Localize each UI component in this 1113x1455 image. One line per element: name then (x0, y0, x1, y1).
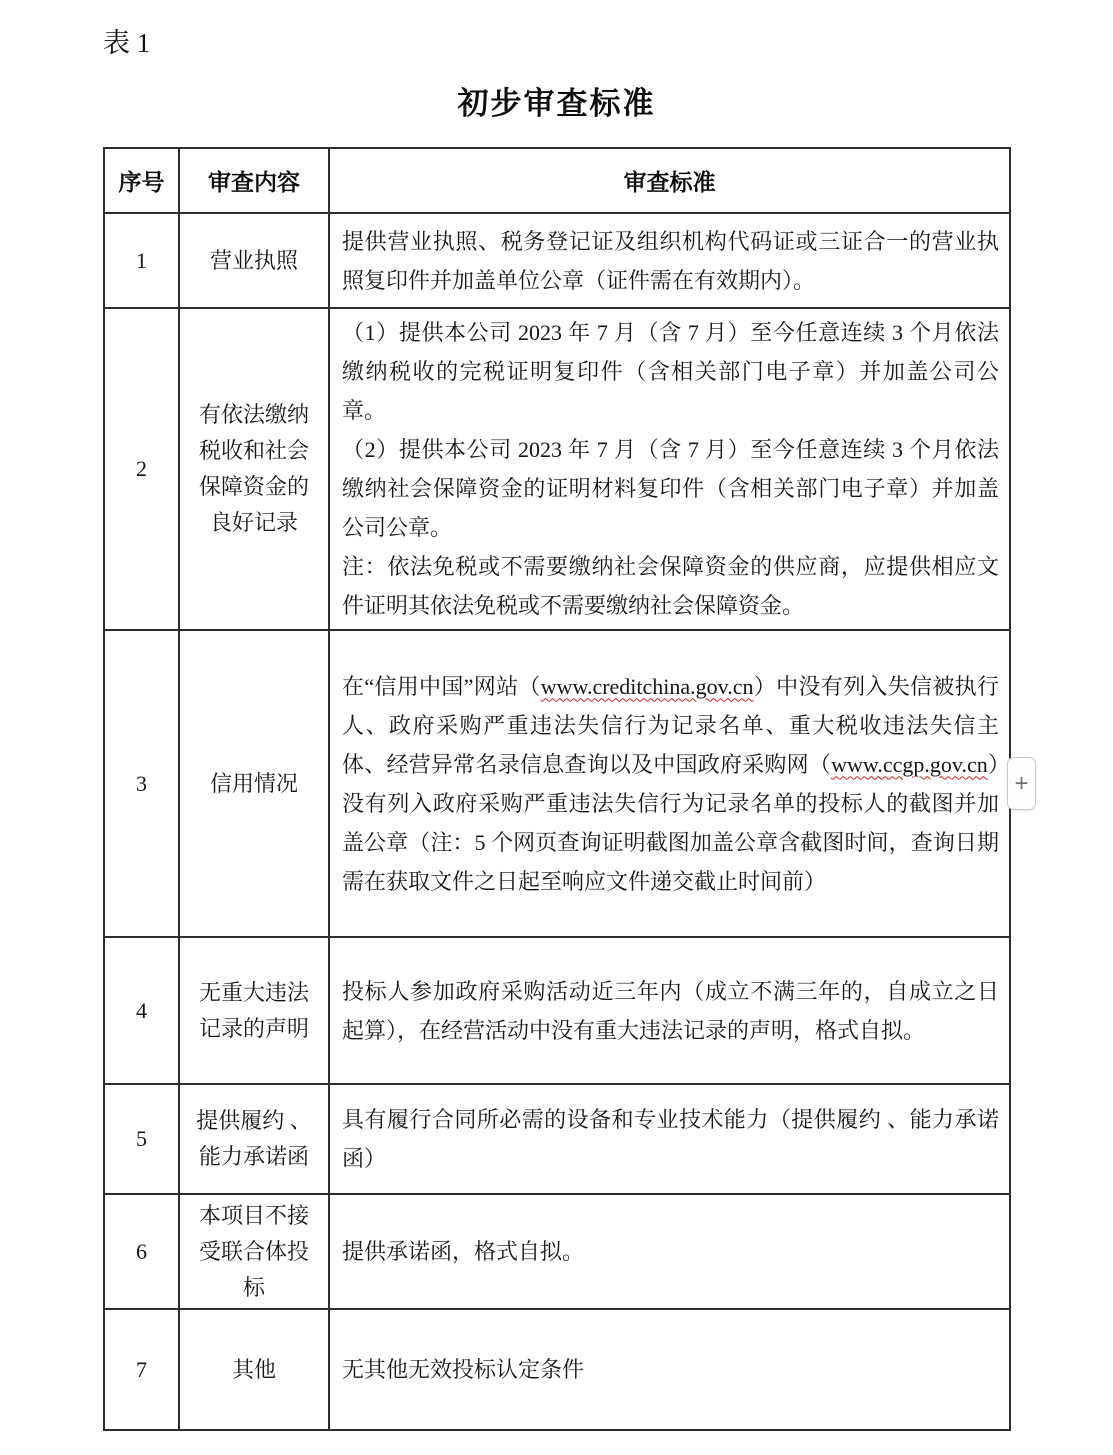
table-row (104, 308, 1010, 630)
standard-paragraph (342, 222, 999, 300)
standard-text: 投标人参加政府采购活动近三年内（成立不满三年的，自成立之日起算），在经营活动中没有重大违法记录的声明，格式自拟。 (342, 978, 999, 1043)
cell-serial-number: 5 (104, 1084, 179, 1194)
table-row (104, 1194, 1010, 1309)
standard-text: ）没有列入政府采购严重违法失信行为记录名单的投标人的截图并加盖公章（注：5 个网页查询证明截图加盖公章含截图时间，查询日期需在获取文件之日起至响应文件递交截止时间前） (342, 751, 999, 894)
cell-review-standard (329, 1309, 1010, 1430)
cell-review-content: 信用情况 (179, 630, 329, 937)
table-row (104, 1309, 1010, 1430)
standard-text: 在“信用中国”网站（ (342, 673, 541, 699)
standard-paragraph (342, 430, 999, 547)
standard-text: 注：依法免税或不需要缴纳社会保障资金的供应商，应提供相应文件证明其依法免税或不需要缴纳社会保障资金。 (342, 554, 999, 618)
page-title: 初步审查标准 (457, 86, 656, 121)
column-header-2: 审查标准 (329, 148, 1010, 213)
table-row (104, 937, 1010, 1084)
standard-text: 提供营业执照、税务登记证及组织机构代码证或三证合一的营业执照复印件并加盖单位公章（证件需在有效期内）。 (342, 228, 999, 293)
cell-serial-number: 6 (104, 1194, 179, 1309)
cell-review-standard (329, 1194, 1010, 1309)
standard-paragraph (342, 1232, 999, 1271)
cell-review-standard (329, 213, 1010, 308)
standard-text: ）中没有列入失信被执行人、政府采购严重违法失信行为记录名单、重大税收违法失信主体、经营异常名录信息查询以及中国政府采购网（ (342, 673, 999, 777)
standard-text: （2）提供本公司 2023 年 7 月（含 7 月）至今任意连续 3 个月依法缴纳社会保障资金的证明材料复印件（含相关部门电子章）并加盖公司公章。 (342, 437, 999, 540)
table-header-row (104, 148, 1010, 213)
cell-review-content: 无重大违法记录的声明 (179, 937, 329, 1084)
cell-review-content: 提供履约 、能力承诺函 (179, 1084, 329, 1194)
cell-serial-number: 1 (104, 213, 179, 308)
cell-review-content: 本项目不接受联合体投标 (179, 1194, 329, 1309)
column-header-0: 序号 (104, 148, 179, 213)
url-text: www.ccgp.gov.cn (831, 751, 988, 777)
cell-review-standard (329, 308, 1010, 630)
table-row (104, 213, 1010, 308)
cell-review-content: 营业执照 (179, 213, 329, 308)
cell-serial-number: 2 (104, 308, 179, 630)
cell-review-content: 其他 (179, 1309, 329, 1430)
cell-serial-number: 4 (104, 937, 179, 1084)
standard-text: （1）提供本公司 2023 年 7 月（含 7 月）至今任意连续 3 个月依法缴纳税收的完税证明复印件（含相关部门电子章）并加盖公司公章。 (342, 320, 999, 423)
standard-paragraph (342, 1350, 999, 1389)
standard-paragraph (342, 313, 999, 430)
table-row (104, 1084, 1010, 1194)
column-header-1: 审查内容 (179, 148, 329, 213)
standard-text: 无其他无效投标认定条件 (342, 1357, 585, 1382)
cell-serial-number: 3 (104, 630, 179, 937)
add-button[interactable]: + (1007, 757, 1036, 810)
cell-review-content: 有依法缴纳税收和社会保障资金的良好记录 (179, 308, 329, 630)
cell-serial-number: 7 (104, 1309, 179, 1430)
table-row (104, 630, 1010, 937)
standard-paragraph (342, 667, 999, 901)
table-label: 表 1 (103, 28, 151, 58)
review-table (103, 147, 1011, 1431)
standard-paragraph (342, 1100, 999, 1178)
standard-text: 提供承诺函，格式自拟。 (342, 1239, 585, 1264)
standard-text: 具有履行合同所必需的设备和专业技术能力（提供履约 、能力承诺函） (342, 1107, 999, 1171)
cell-review-standard (329, 1084, 1010, 1194)
cell-review-standard (329, 630, 1010, 937)
standard-paragraph (342, 972, 999, 1050)
url-text: www.creditchina.gov.cn (540, 673, 754, 699)
cell-review-standard (329, 937, 1010, 1084)
standard-paragraph (342, 547, 999, 625)
